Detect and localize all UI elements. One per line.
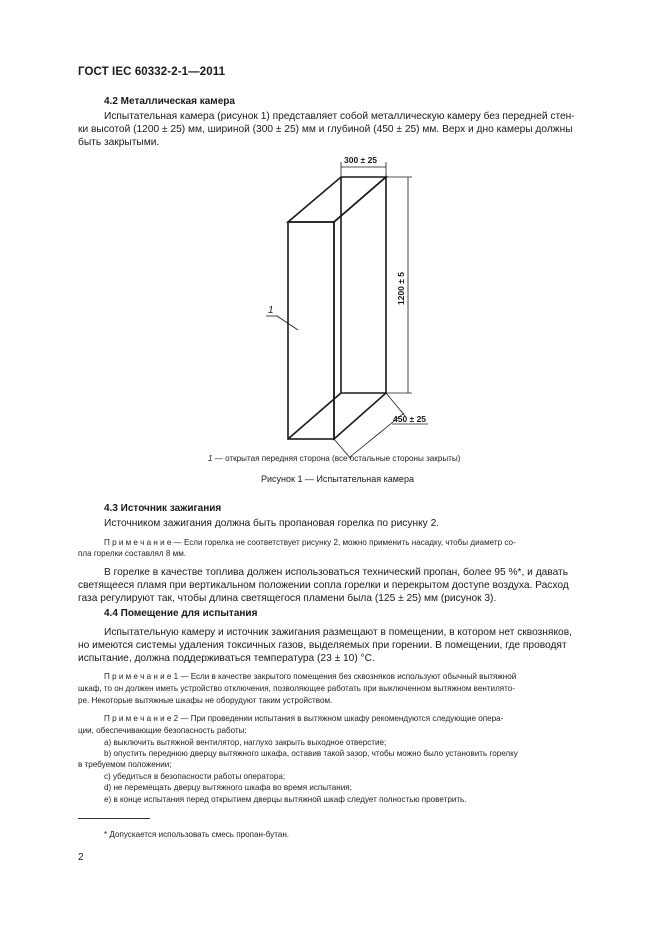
list-item-b-cont: в требуемом положении;	[78, 760, 172, 769]
section-4-4-line-1: Испытательную камеру и источник зажигания размещают в помещении, в котором нет сквозняков,	[104, 627, 572, 638]
dim-depth-label: 450 ± 25	[393, 414, 427, 424]
depth-dimension	[334, 393, 405, 459]
section-4-2-line-1: Испытательная камера (рисунок 1) представляет собой металлическую камеру без передней стен-	[104, 111, 575, 122]
section-4-3-para: Источником зажигания должна быть пропановая горелка по рисунку 2.	[104, 518, 440, 529]
document-header: ГОСТ IEC 60332-2-1—2011	[78, 66, 226, 78]
list-item-e: e) в конце испытания перед открытием дверцы вытяжной шкаф следует полностью проветрить.	[104, 795, 467, 804]
note-2-line-1	[104, 713, 503, 725]
section-4-4-title: 4.4 Помещение для испытания	[104, 608, 258, 619]
note-label: П р и м е ч а н и е	[104, 538, 172, 547]
note-1-line-1	[104, 671, 516, 683]
section-4-2-line-3: быть закрытыми.	[78, 137, 160, 148]
list-item-b: b) опустить переднюю дверцу вытяжного шкафа, оставив такой зазор, чтобы можно было установить горелку	[104, 749, 518, 758]
legend-number: 1	[208, 454, 213, 463]
legend-text: — открытая передняя сторона (все остальные стороны закрыты)	[212, 454, 461, 463]
chamber-outline	[288, 177, 386, 439]
note-1-label: П р и м е ч а н и е 1	[104, 672, 179, 681]
list-item-c: c) убедиться в безопасности работы оператора;	[104, 772, 286, 781]
note-1-text: — Если в качестве закрытого помещения без сквозняков используют обычный вытяжной	[178, 672, 517, 681]
dim-height-label: 1200 ± 5	[396, 271, 406, 305]
figure-legend	[208, 453, 460, 465]
note-2-line-2: ции, обеспечивающие безопасность работы:	[78, 726, 247, 735]
list-item-a: a) выключить вытяжной вентилятор, наглухо закрыть выходное отверстие;	[104, 738, 387, 747]
list-item-d: d) не перемещать дверцу вытяжного шкафа во время испытания;	[104, 783, 352, 792]
figure-caption: Рисунок 1 — Испытательная камера	[261, 474, 414, 484]
section-4-2-line-2: ки высотой (1200 ± 25) мм, шириной (300 ± 25) мм и глубиной (450 ± 25) мм. Верх и дно камеры должны	[78, 124, 573, 135]
section-4-3-note-line-2: пла горелки составлял 8 мм.	[78, 549, 187, 558]
section-4-3-title: 4.3 Источник зажигания	[104, 503, 222, 514]
note-1-line-2: шкаф, то он должен иметь устройство отключения, позволяющее работать при выключенном вытяжном вентилято-	[78, 684, 515, 693]
section-4-3-para2-line-3: газа регулируют так, чтобы длина светящегося пламени была (125 ± 25) мм (рисунок 3).	[78, 593, 497, 604]
note-text: — Если горелка не соответствует рисунку 2, можно применить насадку, чтобы диаметр со-	[171, 538, 516, 547]
note-1-line-3: ре. Некоторые вытяжные шкафы не оборудуют таким устройством.	[78, 696, 333, 705]
footnote-separator	[78, 818, 150, 819]
section-4-4-line-2: но имеются системы удаления токсичных газов, выделяемых при горении. В помещении, где проводят	[78, 640, 567, 651]
section-4-3-note-line-1	[104, 537, 516, 549]
footnote: * Допускается использовать смесь пропан-бутан.	[104, 830, 290, 839]
section-4-2-title: 4.2 Металлическая камера	[104, 96, 235, 107]
page-number: 2	[78, 852, 84, 863]
note-2-text: — При проведении испытания в вытяжном шкафу рекомендуются следующие опера-	[178, 714, 504, 723]
section-4-4-line-3: испытание, должна поддерживаться температура (23 ± 10) °С.	[78, 653, 375, 664]
marker-1-label: 1	[268, 305, 274, 316]
dim-width-label: 300 ± 25	[344, 155, 378, 165]
section-4-3-para2-line-2: светящееся пламя при вертикальном положении сопла горелки и перекрытом доступе воздуха. Расход	[78, 580, 569, 591]
section-4-3-para2-line-1: В горелке в качестве топлива должен использоваться технический пропан, более 95 %*, и давать	[104, 567, 569, 578]
note-2-label: П р и м е ч а н и е 2	[104, 714, 179, 723]
